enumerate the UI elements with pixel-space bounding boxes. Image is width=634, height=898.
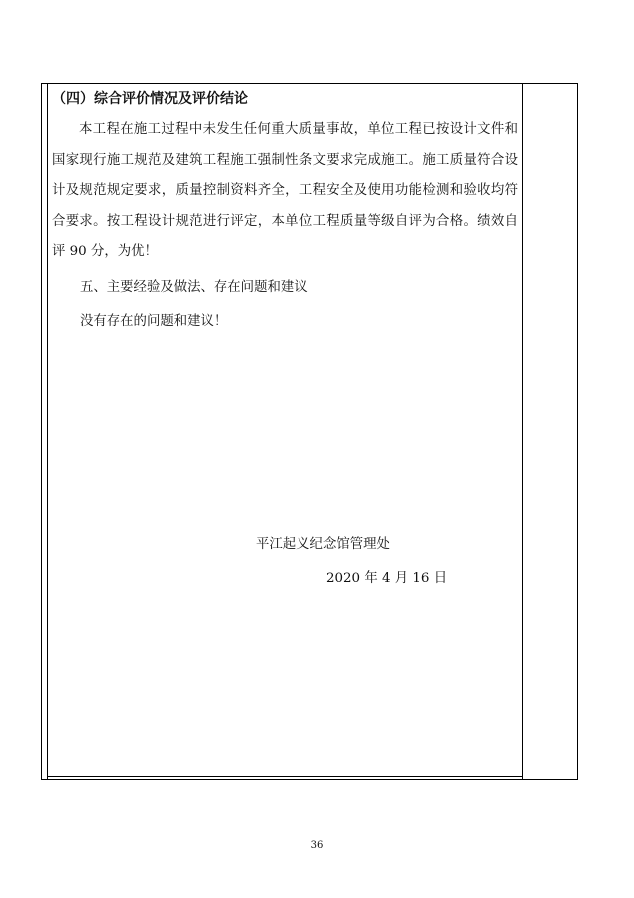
signature-date: 2020 年 4 月 16 日 — [326, 571, 448, 586]
section-heading: （四）综合评价情况及评价结论 — [52, 91, 248, 107]
conclusion-paragraph: 本工程在施工过程中未发生任何重大质量事故，单位工程已按设计文件和国家现行施工规范及建筑工程施工强制性条文要求完成施工。施工质量符合设计及规范规定要求，质量控制资料齐全，工程安全及使用功能检测和验收均符合要求。按工程设计规范进行评定，本单位工程质量等级自评为合格。绩效自评 90 分，为优！ — [52, 122, 518, 260]
page-number: 36 — [310, 840, 324, 851]
table-cell-bottom-border — [47, 776, 523, 777]
section5-body: 没有存在的问题和建议！ — [80, 314, 228, 329]
signature-organization: 平江起义纪念馆管理处 — [256, 537, 390, 552]
section5-heading: 五、主要经验及做法、存在问题和建议 — [80, 280, 308, 295]
